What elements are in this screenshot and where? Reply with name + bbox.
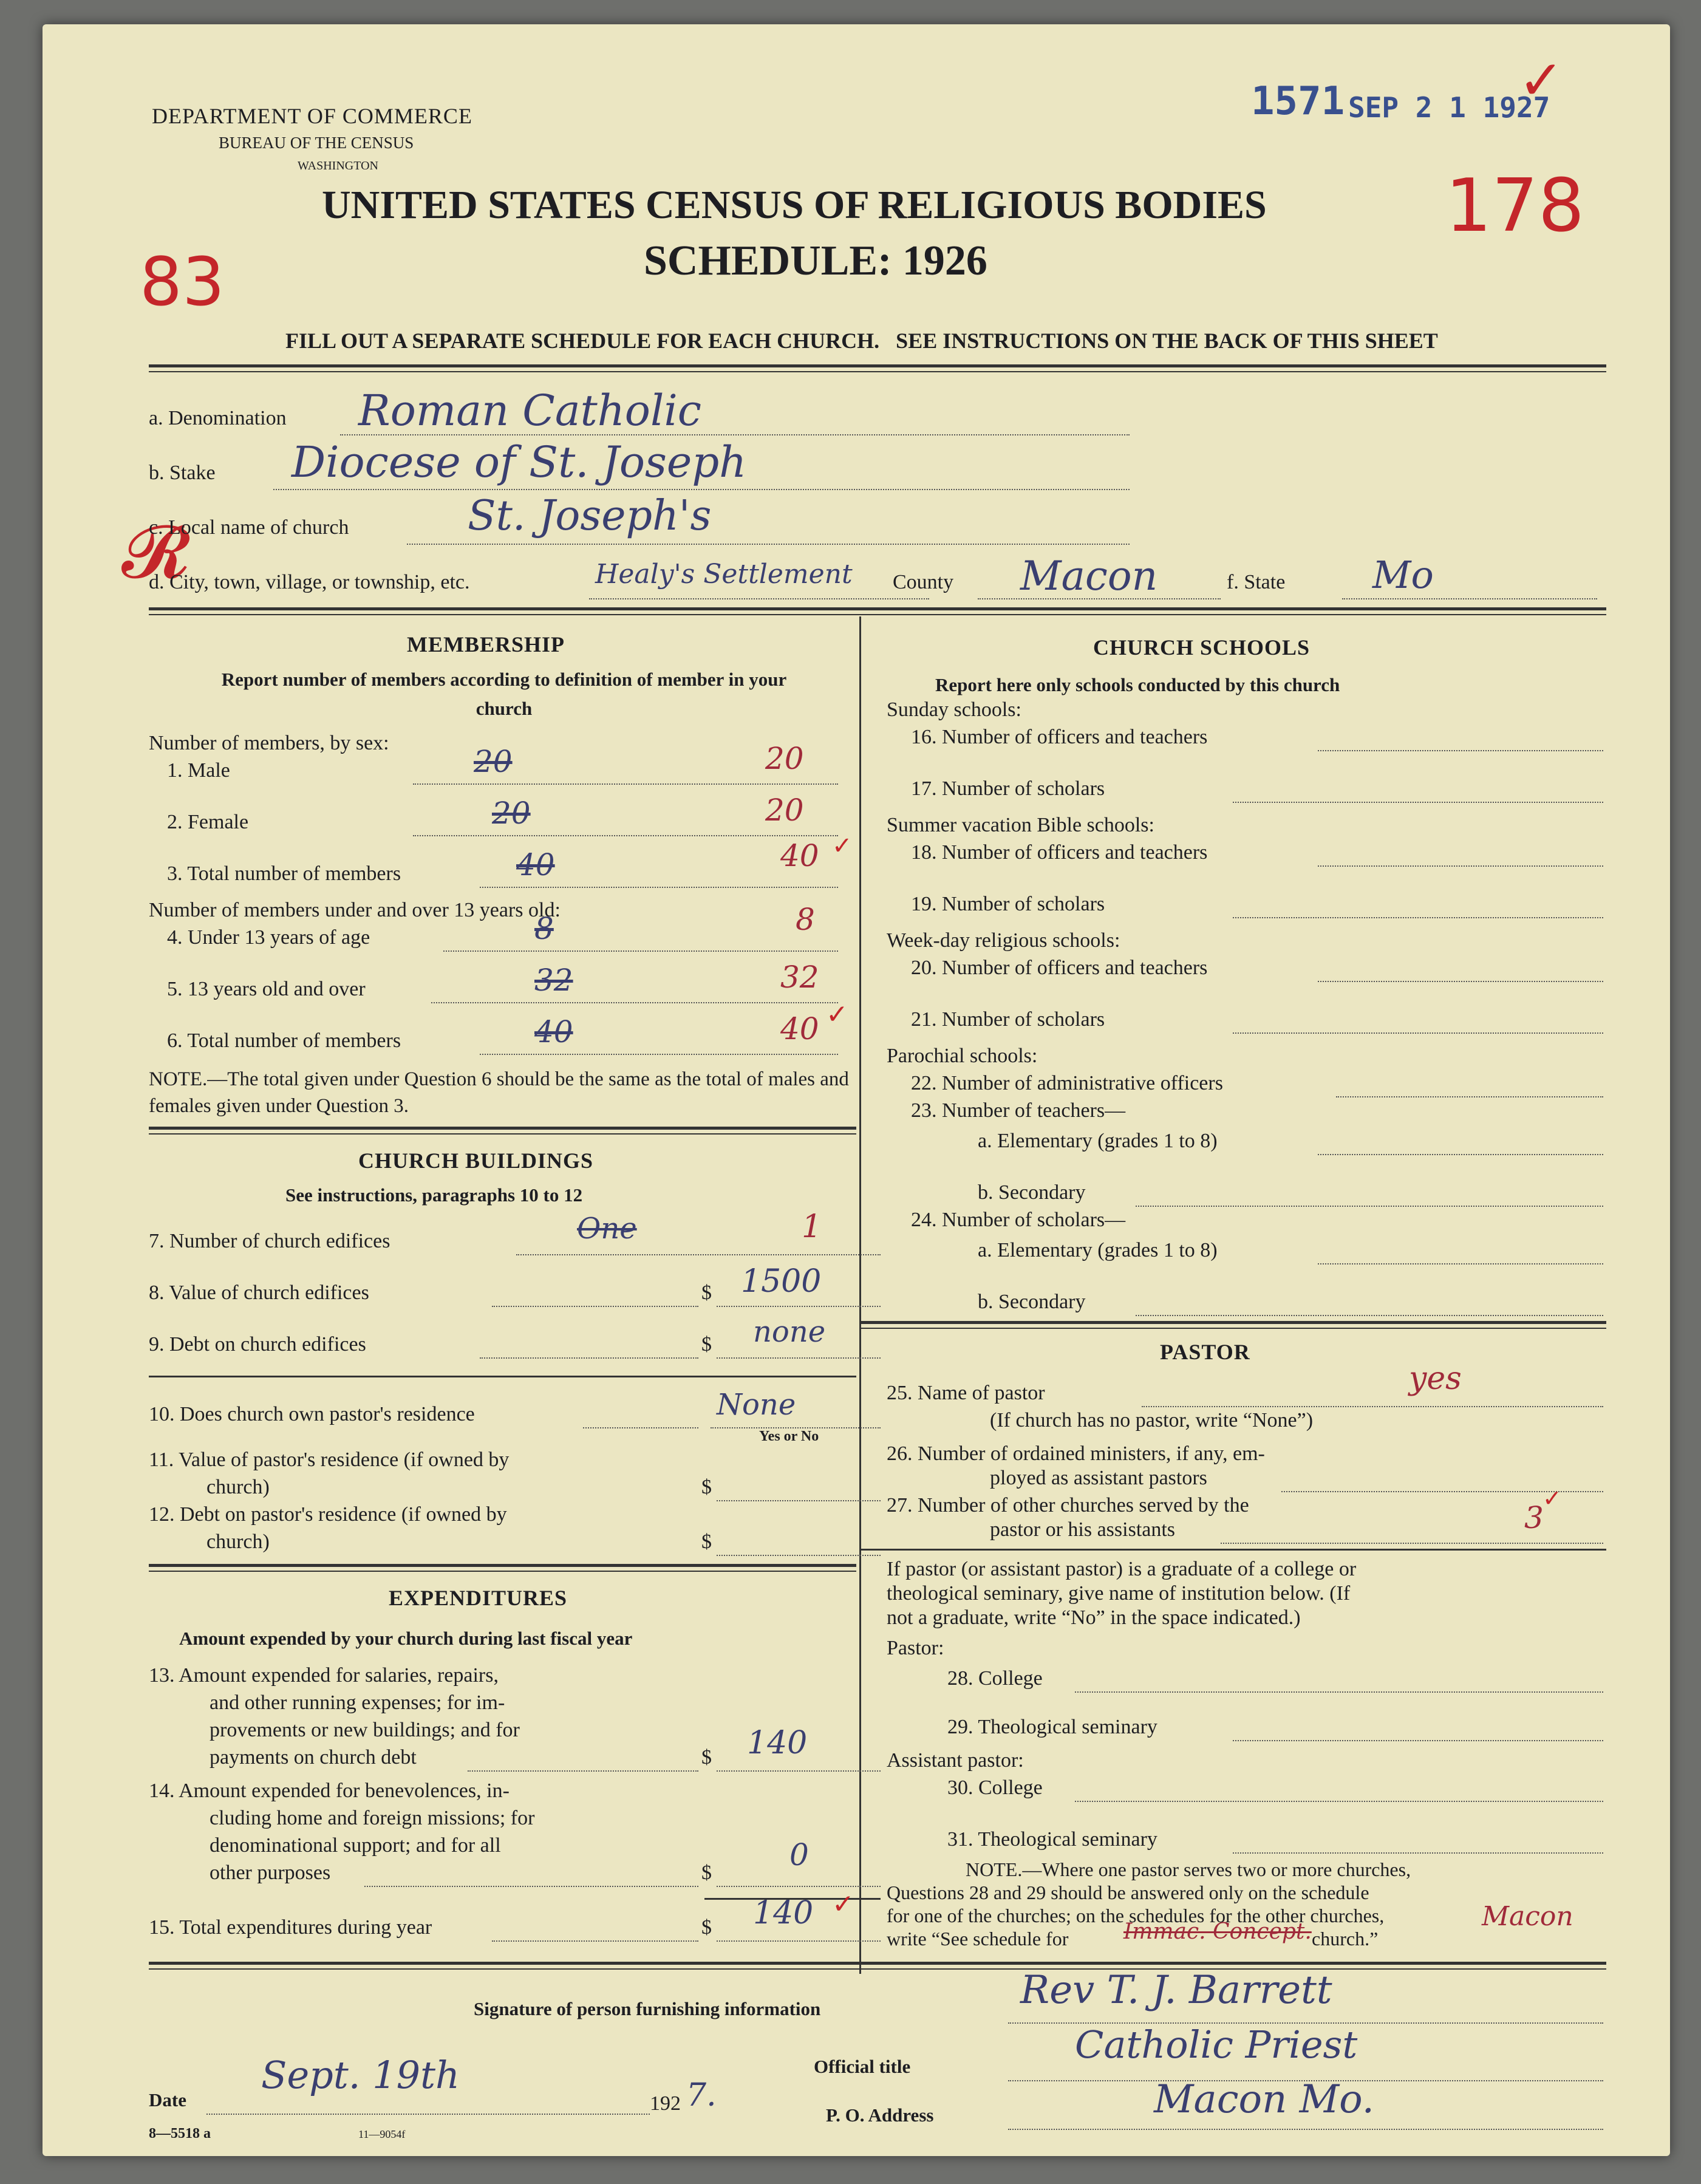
edifices-value-dollar: $ (701, 1281, 712, 1304)
running-expenses-value: 140 (747, 1725, 808, 1761)
benevolences-label-4: other purposes (210, 1862, 331, 1884)
county-label: County (893, 571, 954, 593)
county-value: Macon (1020, 553, 1158, 599)
signature-label: Signature of person furnishing information (474, 1998, 821, 2019)
scholars-elementary-label: a. Elementary (grades 1 to 8) (978, 1239, 1218, 1261)
schools-heading: CHURCH SCHOOLS (1093, 635, 1311, 660)
pastor-name-value: yes (1409, 1360, 1462, 1397)
ordained-ministers-label-2: ployed as assistant pastors (990, 1467, 1207, 1489)
parochial-scholars-label: 24. Number of scholars— (911, 1209, 1126, 1231)
pastor-note-4a: write “See schedule for (887, 1928, 1069, 1950)
residence-debt-label-2: church) (206, 1531, 270, 1553)
schedule-title: SCHEDULE: 1926 (644, 237, 987, 284)
header-rule (149, 364, 1606, 372)
identification-rule (149, 607, 1606, 615)
weekday-schools-label: Week-day religious schools: (887, 929, 1120, 952)
members-by-sex-label: Number of members, by sex: (149, 732, 389, 754)
weekday-scholars-label: 21. Number of scholars (911, 1008, 1105, 1031)
pastor-seminary-label: 29. Theological seminary (947, 1716, 1157, 1738)
po-address-label: P. O. Address (826, 2104, 934, 2126)
total-expenditures-label: 15. Total expenditures during year (149, 1916, 432, 1939)
schools-rule (859, 1321, 1606, 1329)
edifices-value-value: 1500 (741, 1263, 822, 1300)
graduate-instruction-3: not a graduate, write “No” in the space indicated.) (887, 1606, 1301, 1629)
receipt-stamp-number: 1571 (1251, 79, 1345, 124)
see-schedule-value: Macon (1482, 1901, 1573, 1932)
form-number: 8—5518 a (149, 2126, 211, 2141)
sunday-officers-label: 16. Number of officers and teachers (911, 726, 1208, 748)
edifices-debt-label: 9. Debt on church edifices (149, 1333, 366, 1356)
denomination-value: Roman Catholic (358, 386, 701, 435)
other-churches-check: ✓ (1542, 1485, 1562, 1512)
bureau-name: BUREAU OF THE CENSUS (219, 134, 414, 152)
teachers-secondary-label: b. Secondary (978, 1181, 1086, 1204)
membership-heading: MEMBERSHIP (407, 632, 565, 657)
department-name: DEPARTMENT OF COMMERCE (152, 104, 472, 128)
benevolences-label-1: 14. Amount expended for benevolences, in- (149, 1780, 510, 1802)
pastor-name-label: 25. Name of pastor (887, 1382, 1045, 1404)
buildings-rule (149, 1564, 856, 1572)
separate-schedule-instruction: FILL OUT A SEPARATE SCHEDULE FOR EACH CHURCH. SEE INSTRUCTIONS ON THE BACK OF THIS SHEET (285, 329, 1438, 353)
signature-value: Rev T. J. Barrett (1020, 1968, 1332, 2013)
running-expenses-label-3: provements or new buildings; and for (210, 1719, 520, 1741)
teachers-elementary-label: a. Elementary (grades 1 to 8) (978, 1130, 1218, 1152)
running-expenses-label-2: and other running expenses; for im- (210, 1691, 505, 1714)
yes-or-no-hint: Yes or No (759, 1428, 819, 1444)
under-13-value: 8 (796, 902, 815, 937)
edifices-debt-value: none (753, 1315, 826, 1349)
buildings-heading: CHURCH BUILDINGS (358, 1148, 594, 1173)
residence-value-dollar: $ (701, 1476, 712, 1498)
buildings-subheading: See instructions, paragraphs 10 to 12 (285, 1184, 583, 1206)
pastor-note-3: for one of the churches; on the schedules for the other churches, (887, 1905, 1385, 1926)
red-number-right: 178 (1445, 164, 1585, 248)
parochial-teachers-label: 23. Number of teachers— (911, 1099, 1126, 1122)
female-value: 20 (765, 793, 804, 828)
sunday-scholars-label: 17. Number of scholars (911, 777, 1105, 800)
stake-value: Diocese of St. Joseph (291, 437, 747, 487)
city-label: d. City, town, village, or township, etc. (149, 571, 470, 593)
over-13-original-value: 32 (534, 963, 573, 998)
scholars-secondary-label: b. Secondary (978, 1291, 1086, 1313)
assistant-pastor-section-label: Assistant pastor: (887, 1749, 1024, 1772)
stake-label: b. Stake (149, 462, 216, 484)
graduate-instruction-1: If pastor (or assistant pastor) is a graduate of a college or (887, 1558, 1357, 1580)
pastor-heading: PASTOR (1160, 1340, 1250, 1364)
under-13-original-value: 8 (534, 911, 554, 946)
see-schedule-struck-value: Immac. Concept. (1123, 1919, 1312, 1944)
total-expenditures-value: 140 (753, 1895, 814, 1931)
total-by-age-label: 6. Total number of members (167, 1029, 401, 1052)
running-expenses-dollar: $ (701, 1746, 712, 1769)
total-members-original-value: 40 (516, 847, 555, 882)
total-by-age-original-value: 40 (534, 1014, 573, 1049)
parochial-schools-label: Parochial schools: (887, 1045, 1038, 1067)
membership-note: NOTE.—The total given under Question 6 should be the same as the total of males and females given under Question 3. (149, 1068, 849, 1117)
total-members-label: 3. Total number of members (167, 862, 401, 885)
residence-owned-label: 10. Does church own pastor's residence (149, 1403, 475, 1425)
summer-schools-label: Summer vacation Bible schools: (887, 814, 1154, 836)
year-suffix-value: 7. (686, 2077, 717, 2114)
summer-officers-label: 18. Number of officers and teachers (911, 841, 1208, 864)
edifices-count-original-value: One (577, 1212, 637, 1246)
over-13-value: 32 (780, 960, 819, 995)
local-name-label: c. Local name of church (149, 516, 349, 539)
edifices-value-label: 8. Value of church edifices (149, 1281, 369, 1304)
schools-subheading: Report here only schools conducted by this church (935, 674, 1340, 695)
expenditures-heading: EXPENDITURES (389, 1586, 568, 1610)
total-expenditures-dollar: $ (701, 1916, 712, 1939)
benevolences-label-2: cluding home and foreign missions; for (210, 1807, 535, 1829)
city-value: Healy's Settlement (595, 559, 853, 590)
residence-owned-value: None (717, 1388, 796, 1422)
state-value: Mo (1372, 553, 1434, 597)
ordained-ministers-label-1: 26. Number of ordained ministers, if any, em- (887, 1442, 1265, 1465)
receipt-stamp-date: SEP 2 1 1927 (1348, 91, 1550, 124)
total-expenditures-check: ✓ (832, 1889, 854, 1920)
assistant-college-label: 30. College (947, 1776, 1043, 1799)
residence-value-label-2: church) (206, 1476, 270, 1498)
expenditures-subheading: Amount expended by your church during last fiscal year (179, 1628, 633, 1649)
residence-debt-label: 12. Debt on pastor's residence (if owned by (149, 1503, 507, 1526)
female-label: 2. Female (167, 811, 249, 833)
bureau-city: WASHINGTON (298, 159, 378, 172)
graduate-instruction-2: theological seminary, give name of institution below. (If (887, 1582, 1351, 1605)
form-title: UNITED STATES CENSUS OF RELIGIOUS BODIES (322, 183, 1267, 227)
weekday-officers-label: 20. Number of officers and teachers (911, 957, 1208, 979)
signature-rule (149, 1962, 1606, 1970)
assistant-seminary-label: 31. Theological seminary (947, 1828, 1157, 1851)
pastor-note-2: Questions 28 and 29 should be answered only on the schedule (887, 1882, 1369, 1903)
running-expenses-label-1: 13. Amount expended for salaries, repairs, (149, 1664, 499, 1687)
red-margin-mark: 𝓡 (121, 510, 190, 595)
official-title-label: Official title (814, 2056, 911, 2077)
benevolences-label-3: denominational support; and for all (210, 1834, 501, 1857)
age-intro-label: Number of members under and over 13 years old: (149, 899, 561, 921)
pastor-note-4b: church.” (1312, 1928, 1379, 1950)
pastor-section-label: Pastor: (887, 1637, 944, 1659)
edifices-count-label: 7. Number of church edifices (149, 1230, 390, 1252)
residence-debt-dollar: $ (701, 1531, 712, 1553)
print-number: 11—9054f (358, 2128, 406, 2140)
male-value: 20 (765, 741, 804, 776)
official-title-value: Catholic Priest (1075, 2022, 1358, 2067)
sunday-schools-label: Sunday schools: (887, 698, 1021, 721)
state-label: f. State (1227, 571, 1286, 593)
edifices-debt-dollar: $ (701, 1333, 712, 1356)
under-13-label: 4. Under 13 years of age (167, 926, 370, 949)
female-original-value: 20 (492, 796, 531, 831)
benevolences-value: 0 (789, 1837, 809, 1872)
red-number-left: 83 (140, 243, 225, 321)
summer-scholars-label: 19. Number of scholars (911, 893, 1105, 915)
male-label: 1. Male (167, 759, 230, 782)
total-members-check: ✓ (832, 832, 853, 860)
pastor-college-label: 28. College (947, 1667, 1043, 1690)
other-churches-value: 3 (1524, 1500, 1544, 1535)
pastor-none-hint: (If church has no pastor, write “None”) (990, 1409, 1314, 1432)
census-schedule-sheet (43, 24, 1670, 2156)
date-value: Sept. 19th (261, 2053, 460, 2097)
year-prefix: 192 (650, 2092, 681, 2115)
total-by-age-value: 40 (780, 1011, 819, 1046)
denomination-label: a. Denomination (149, 407, 287, 429)
other-churches-label-1: 27. Number of other churches served by the (887, 1494, 1249, 1517)
over-13-label: 5. 13 years old and over (167, 978, 366, 1000)
membership-subheading: Report number of members according to definition of member in your church (221, 669, 787, 719)
parochial-officers-label: 22. Number of administrative officers (911, 1072, 1223, 1094)
pastor-note-1: NOTE.—Where one pastor serves two or more churches, (966, 1858, 1411, 1880)
benevolences-dollar: $ (701, 1862, 712, 1884)
residence-value-label: 11. Value of pastor's residence (if owned by (149, 1449, 510, 1471)
total-by-age-check: ✓ (826, 999, 848, 1030)
tally-mark-check: ✓ (1518, 49, 1564, 112)
date-label: Date (149, 2089, 186, 2111)
membership-rule (149, 1127, 856, 1135)
running-expenses-label-4: payments on church debt (210, 1746, 417, 1769)
local-name-value: St. Joseph's (468, 492, 712, 540)
po-address-value: Macon Mo. (1154, 2077, 1374, 2122)
male-original-value: 20 (474, 744, 513, 779)
edifices-count-value: 1 (802, 1209, 822, 1245)
other-churches-label-2: pastor or his assistants (990, 1518, 1176, 1541)
total-members-value: 40 (780, 838, 819, 873)
